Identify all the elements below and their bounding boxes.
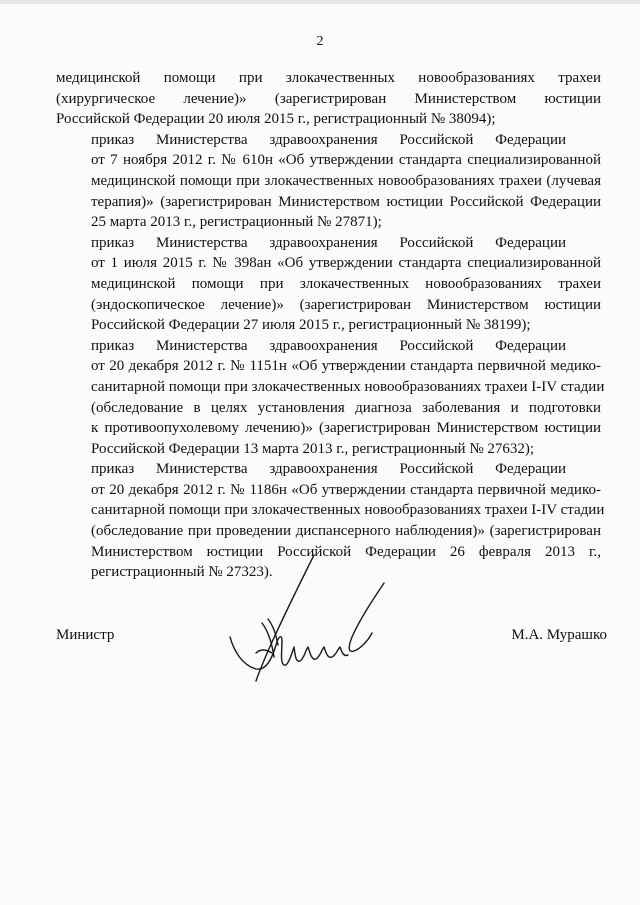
text-line: Российской Федерации 20 июля 2015 г., регистрационный № 38094); <box>56 111 496 128</box>
text-line: медицинской помощи при злокачественных новообразованиях трахеи (лучевая <box>91 172 601 189</box>
text-line: Российской Федерации 13 марта 2013 г., регистрационный № 27632); <box>91 440 535 457</box>
text-line: от 7 ноября 2012 г. № 610н «Об утверждении стандарта специализированной <box>91 152 601 169</box>
minister-name: М.А. Мурашко <box>511 627 607 643</box>
text-line: 25 марта 2013 г., регистрационный № 27871); <box>91 214 382 231</box>
text-line: к противоопухолевому лечению)» (зарегистрирован Министерством юстиции <box>91 420 601 437</box>
text-line: от 20 декабря 2012 г. № 1186н «Об утверждении стандарта первичной медико- <box>91 481 601 498</box>
text-line: приказ Министерства здравоохранения Российской Федерации <box>91 131 566 148</box>
text-line: (обследование при проведении диспансерного наблюдения)» (зарегистрирован <box>91 523 601 540</box>
text-line: Российской Федерации 27 июля 2015 г., регистрационный № 38199); <box>91 317 531 334</box>
text-line: приказ Министерства здравоохранения Российской Федерации <box>91 234 566 251</box>
text-line: медицинской помощи при злокачественных новообразованиях трахеи <box>56 70 601 86</box>
text-line: санитарной помощи при злокачественных новообразованиях трахеи I-IV стадии <box>91 502 605 519</box>
handwritten-signature <box>222 553 387 693</box>
text-line: от 20 декабря 2012 г. № 1151н «Об утверждении стандарта первичной медико- <box>91 358 601 375</box>
text-line: от 1 июля 2015 г. № 398ан «Об утверждении стандарта специализированной <box>91 255 601 272</box>
text-line: (обследование в целях установления диагноза заболевания и подготовки <box>91 399 601 416</box>
text-line: Министерством юстиции Российской Федерации 26 февраля 2013 г., <box>91 543 601 560</box>
text-line: (хирургическое лечение)» (зарегистрирован Министерством юстиции <box>56 90 601 107</box>
text-line: приказ Министерства здравоохранения Российской Федерации <box>91 461 566 478</box>
text-line: терапия)» (зарегистрирован Министерством юстиции Российской Федерации <box>91 193 601 210</box>
minister-title: Министр <box>56 627 115 643</box>
text-line: (эндоскопическое лечение)» (зарегистрирован Министерством юстиции <box>91 296 601 313</box>
text-line: приказ Министерства здравоохранения Российской Федерации <box>91 337 566 354</box>
text-line: медицинской помощи при злокачественных новообразованиях трахеи <box>91 275 601 292</box>
text-line: санитарной помощи при злокачественных новообразованиях трахеи I-IV стадии <box>91 378 605 395</box>
text-line: регистрационный № 27323). <box>91 564 273 581</box>
page-number: 2 <box>316 34 324 49</box>
